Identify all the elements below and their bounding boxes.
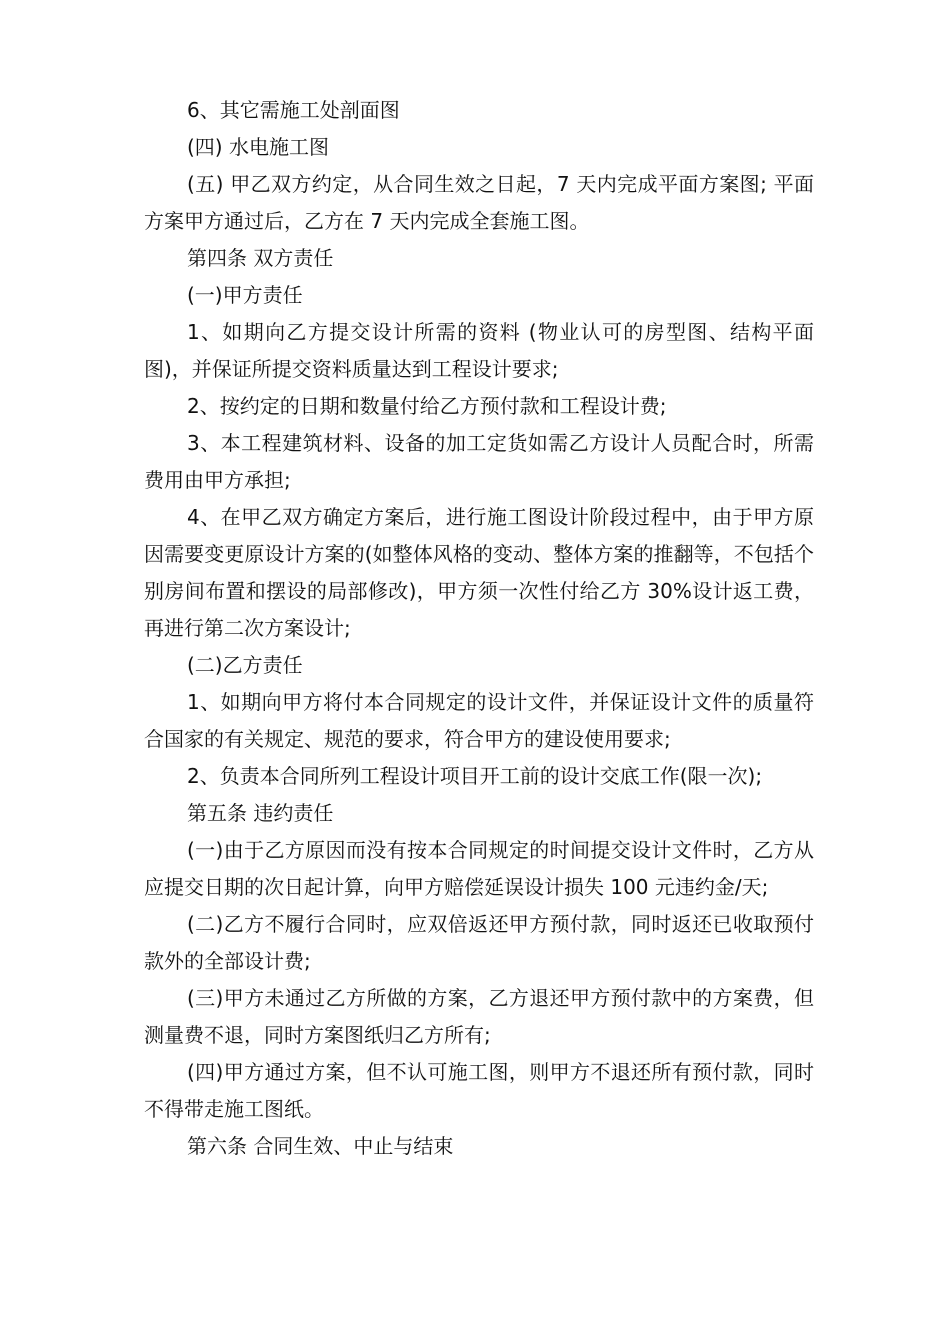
- party-b-responsibility-heading: (二)乙方责任: [187, 653, 303, 677]
- paragraph-item-6-other-sections: 6、其它需施工处剖面图: [187, 98, 400, 122]
- party-a-responsibility-heading: (一)甲方责任: [187, 283, 303, 307]
- party-b-item-1: 1、如期向甲方将付本合同规定的设计文件，并保证设计文件的质量符合国家的有关规定、规范的要求，符合甲方的建设使用要求;: [144, 690, 814, 751]
- breach-item-4: (四)甲方通过方案，但不认可施工图，则甲方不退还所有预付款，同时不得带走施工图纸。: [144, 1060, 814, 1121]
- article-4-heading: 第四条 双方责任: [187, 246, 334, 270]
- party-a-item-4: 4、在甲乙双方确定方案后，进行施工图设计阶段过程中，由于甲方原因需要变更原设计方案的(如整体风格的变动、整体方案的推翻等，不包括个别房间布置和摆设的局部修改)，甲方须一次性付给乙方 30%设计返工费，再进行第二次方案设计;: [144, 505, 814, 640]
- breach-item-1: (一)由于乙方原因而没有按本合同规定的时间提交设计文件时，乙方从应提交日期的次日起计算，向甲方赔偿延误设计损失 100 元违约金/天;: [144, 838, 814, 899]
- party-b-item-2: 2、负责本合同所列工程设计项目开工前的设计交底工作(限一次);: [187, 764, 763, 788]
- document-body: [144, 92, 814, 1165]
- paragraph-section-4-plumbing-electrical: (四) 水电施工图: [187, 135, 329, 159]
- party-a-item-1: 1、如期向乙方提交设计所需的资料 (物业认可的房型图、结构平面图)，并保证所提交资料质量达到工程设计要求;: [144, 320, 814, 381]
- breach-item-2: (二)乙方不履行合同时，应双倍返还甲方预付款，同时返还已收取预付款外的全部设计费;: [144, 912, 814, 973]
- party-a-item-3: 3、本工程建筑材料、设备的加工定货如需乙方设计人员配合时，所需费用由甲方承担;: [144, 431, 814, 492]
- article-6-heading: 第六条 合同生效、中止与结束: [187, 1134, 454, 1158]
- paragraph-section-5-schedule: (五) 甲乙双方约定，从合同生效之日起，7 天内完成平面方案图; 平面方案甲方通过后，乙方在 7 天内完成全套施工图。: [144, 172, 814, 233]
- party-a-item-2: 2、按约定的日期和数量付给乙方预付款和工程设计费;: [187, 394, 667, 418]
- article-5-heading: 第五条 违约责任: [187, 801, 334, 825]
- breach-item-3: (三)甲方未通过乙方所做的方案，乙方退还甲方预付款中的方案费，但测量费不退，同时方案图纸归乙方所有;: [144, 986, 814, 1047]
